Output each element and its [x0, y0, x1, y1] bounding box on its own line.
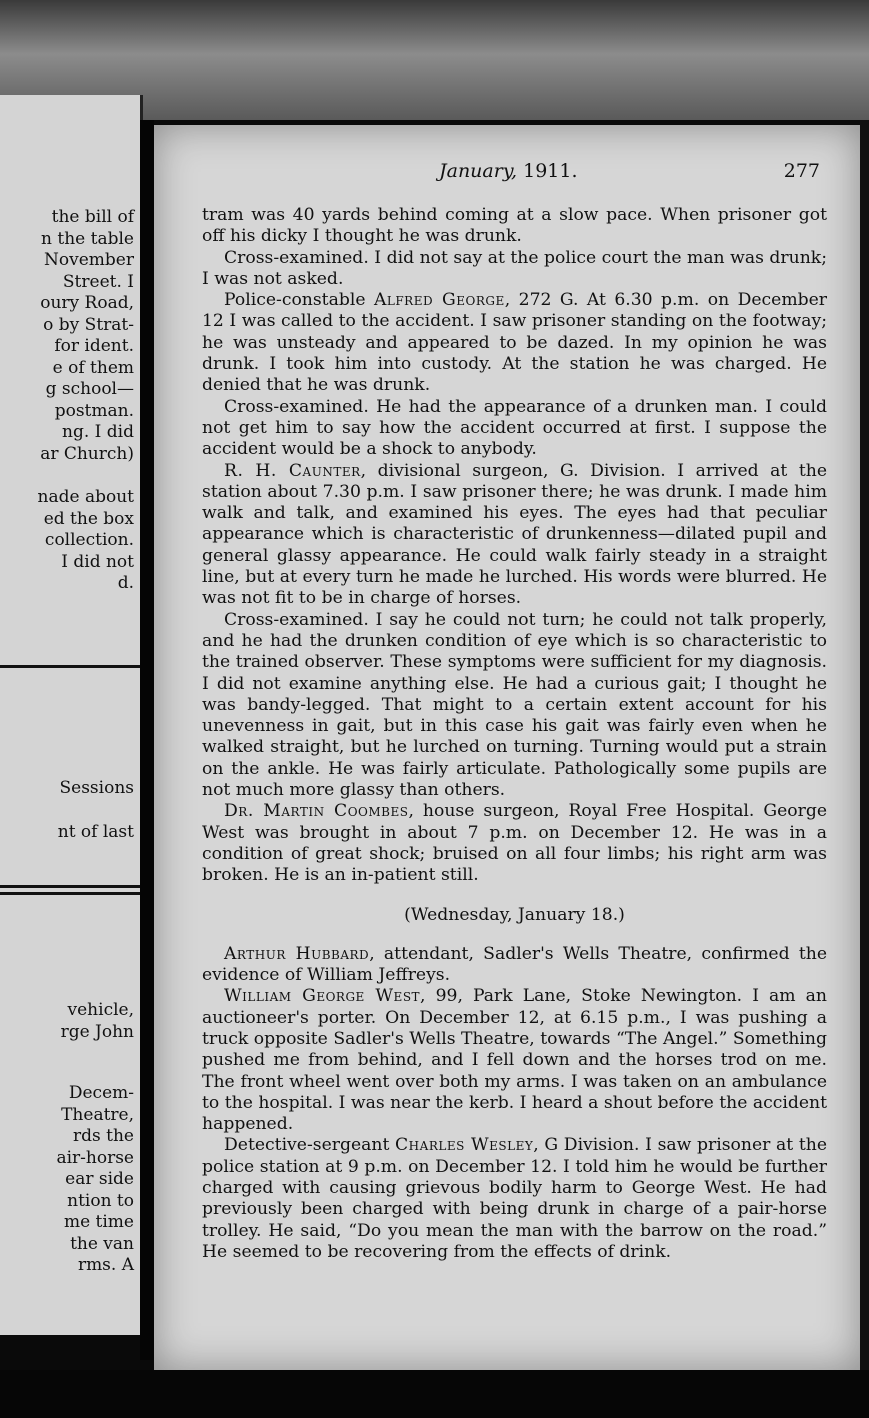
scan-edge-right: [860, 120, 869, 1380]
left-page-line: o by Strat-: [43, 314, 134, 335]
left-page-line: air-horse: [56, 1147, 134, 1168]
left-page-rule: [0, 885, 140, 888]
date-heading: (Wednesday, January 18.): [404, 904, 625, 925]
left-page-line: rge John: [60, 1021, 134, 1042]
witness-title: Detective-sergeant: [224, 1135, 396, 1156]
running-title-year: 1911.: [523, 160, 578, 182]
left-page-line: me time: [63, 1212, 134, 1232]
paragraph: [202, 461, 827, 610]
scan-background-bottom: [0, 1370, 869, 1418]
witness-name: Charles Wesley: [395, 1135, 534, 1156]
witness-name: Dr. Martin Coombes: [224, 801, 409, 822]
testimony-text: , house surgeon, Royal Free Hospital. George West was brought in about 7 p.m. on December 12. He was in a condition of great shock; bruised on all four limbs; his right arm was broken. He is an in-patient still.: [202, 801, 828, 886]
left-page-line: nade about: [37, 487, 134, 507]
left-page-line: November: [44, 250, 134, 270]
left-page-line: Street. I: [62, 271, 134, 292]
witness-name: Arthur Hubbard: [224, 943, 370, 964]
left-page-rule: [0, 892, 140, 895]
left-page-line: vehicle,: [67, 1000, 134, 1020]
paragraph: [202, 1135, 827, 1263]
testimony-text: , divisional surgeon, G. Division. I arrived at the station about 7.30 p.m. I saw prisoner there; he was drunk. I made him walk and talk, and examined his eyes. The eyes had that peculiar appearance which is characteristic of drunkenness—dilated pupil and general glassy appearance. He could walk fairly steady in a straight line, but at every turn he made he lurched. His words were blurred. He was not fit to be in charge of horses.: [202, 460, 827, 609]
left-page-line: Decem-: [68, 1083, 134, 1103]
running-title: [439, 160, 578, 182]
left-page-line: n the table: [41, 228, 134, 249]
paragraph: tram was 40 yards behind coming at a slow pace. When prisoner got off his dicky I thought he was drunk.: [202, 205, 827, 247]
left-page-rule: [0, 665, 140, 668]
left-page-line: ntion to: [67, 1190, 134, 1211]
witness-name: R. H. Caunter: [224, 460, 361, 481]
paragraph: Cross-examined. I say he could not turn; he could not talk properly, and he had the drunken condition of eye which is so characteristic to the trained observer. These symptoms were sufficient for my diagnosis. I did not examine anything else. He had a curious gait; I thought he was bandy-legged. That might to a certain extent account for his unevenness in gait, but in this case his gait was fairly even when he walked straight, but he lurched on turning. Turning would put a strain on the ankle. He was fairly articulate. Pathologically some pupils are not much more glassy than others.: [202, 609, 827, 801]
left-page-line: d.: [117, 573, 134, 593]
left-page-line: ng. I did: [62, 422, 134, 442]
running-title-month: January,: [439, 160, 518, 182]
page-body: [202, 205, 827, 1263]
left-page-last: nt of last: [57, 822, 134, 842]
left-page-line: oury Road,: [40, 293, 134, 313]
left-page-line: rms. A: [77, 1255, 134, 1275]
paragraph: Cross-examined. I did not say at the police court the man was drunk; I was not asked.: [202, 247, 827, 289]
paragraph: [202, 801, 827, 886]
left-page-fragment: [0, 95, 143, 1335]
testimony-text: , attendant, Sadler's Wells Theatre, confirmed the evidence of William Jeffreys.: [202, 943, 827, 986]
witness-name: William George West: [224, 986, 421, 1007]
testimony-text: , 272 G. At 6.30 p.m. on December 12 I was called to the accident. I saw prisoner standing on the footway; he was unsteady and appeared to be dazed. In my opinion he was drunk. I took him into custody. At the station he was charged. He denied that he was drunk.: [202, 290, 828, 396]
left-page-sessions: Sessions: [59, 778, 134, 798]
page-number: 277: [783, 160, 820, 182]
testimony-text: , G Division. I saw prisoner at the police station at 9 p.m. on December 12. I told him he would be further charged with causing grievous bodily harm to George West. He had previously been charged with being drunk in charge of a pair-horse trolley. He said, “Do you mean the man with the barrow on the road.” He seemed to be recovering from the effects of drink.: [202, 1135, 827, 1262]
left-page-line: ar Church): [40, 443, 134, 464]
left-page-line: Theatre,: [61, 1104, 134, 1125]
left-page-line: postman.: [54, 400, 134, 421]
paragraph: [202, 944, 827, 987]
left-page-line: the bill of: [51, 207, 134, 227]
paragraph: Cross-examined. He had the appearance of a drunken man. I could not get him to say how the accident occurred at first. I suppose the accident would be a shock to anybody.: [202, 396, 827, 460]
right-page: [154, 125, 860, 1370]
left-page-line: ed the box: [43, 508, 134, 529]
left-page-line: I did not: [61, 551, 134, 572]
testimony-text: , 99, Park Lane, Stoke Newington. I am an auctioneer's porter. On December 12, at 6.15 p.m., I was pushing a truck opposite Sadler's Wells Theatre, towards “The Angel.” Something pushed me from behind, and I fell down and the horses trod on me. The front wheel went over both my arms. I was taken on an ambulance to the hospital. I was near the kerb. I heard a shout before the accident happened.: [202, 986, 827, 1135]
left-page-line: g school—: [45, 379, 134, 399]
left-page-line: collection.: [44, 530, 134, 550]
left-page-line: e of them: [52, 357, 134, 378]
left-page-line: the van: [70, 1233, 134, 1254]
left-page-line: rds the: [73, 1126, 134, 1146]
left-page-line: ear side: [65, 1169, 134, 1189]
witness-name: Alfred George: [373, 290, 505, 311]
paragraph: [202, 986, 827, 1135]
book-gutter: [140, 120, 154, 1360]
page-header: [154, 160, 860, 188]
left-page-line: for ident.: [54, 336, 134, 356]
paragraph: [202, 290, 827, 396]
witness-title: Police-constable: [224, 290, 374, 311]
